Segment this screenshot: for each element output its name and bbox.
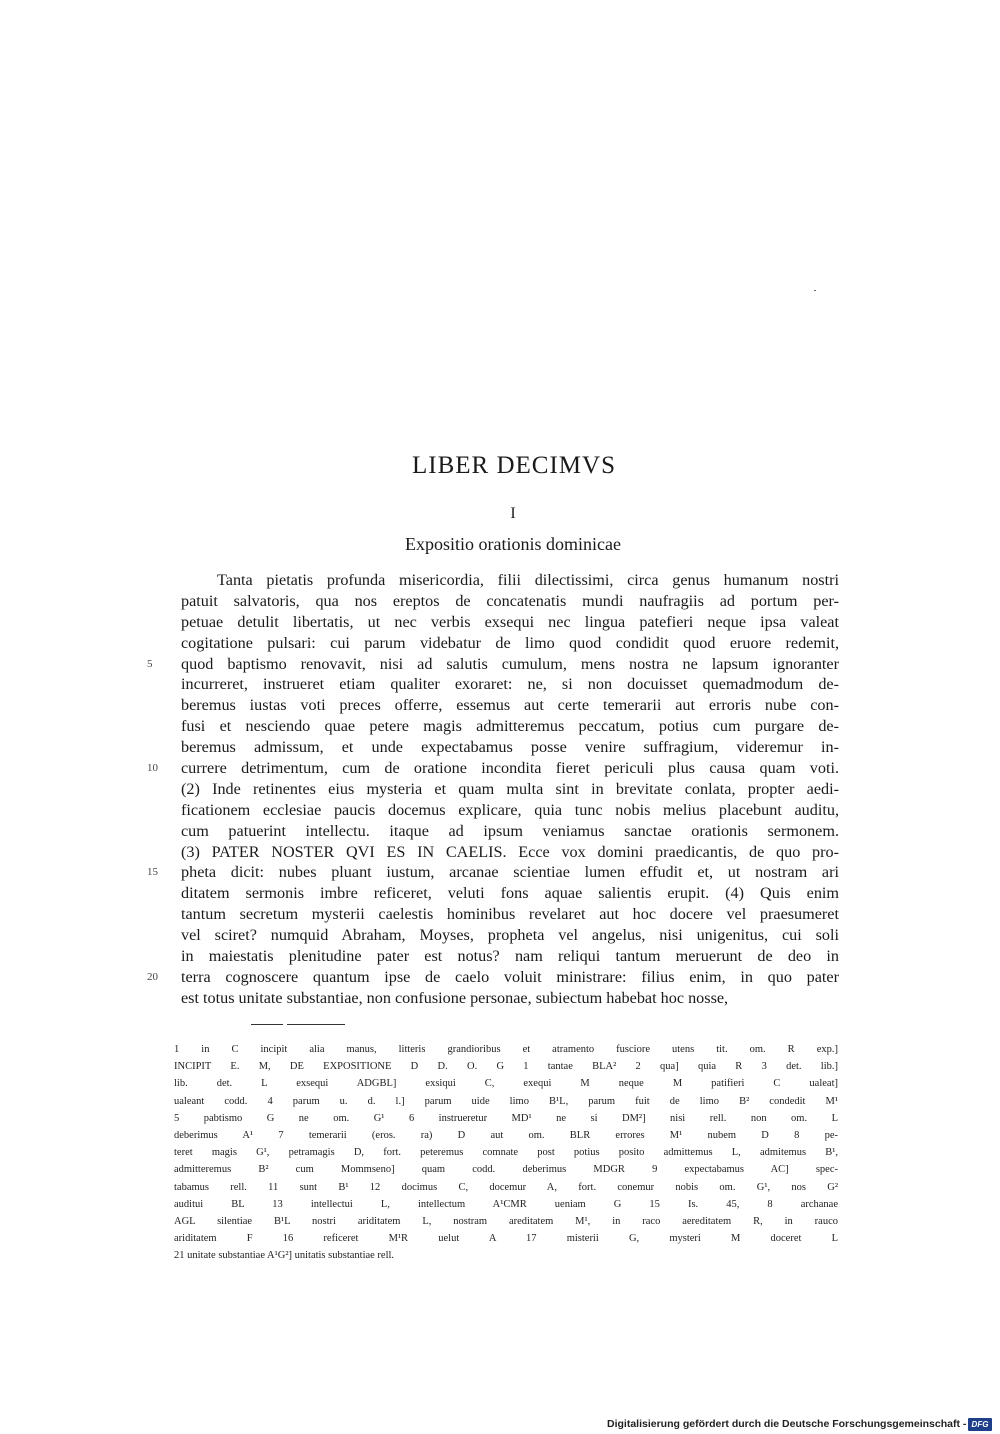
book-title: LIBER DECIMVS <box>412 452 616 479</box>
text-line <box>147 654 839 675</box>
text-line <box>181 842 839 863</box>
text-line <box>181 800 839 821</box>
apparatus-line: 1 in C incipit alia manus, litteris grandioribus et atramento fusciore utens tit. om. R exp.] <box>174 1044 838 1055</box>
line-number: 15 <box>147 866 158 879</box>
line-text: vel sciret? numquid Abraham, Moyses, propheta vel angelus, nisi unigenitus, cui soli <box>181 926 839 945</box>
line-text: pheta dicit: nubes pluant iustum, arcanae scientiae lumen effudit et, ut nostram ari <box>181 863 839 882</box>
line-text: cogitatione pulsari: cui parum videbatur de limo quod condidit quod eruore redemit, <box>181 633 839 652</box>
text-line <box>181 633 839 654</box>
line-number: 20 <box>147 970 158 983</box>
footnote-rule <box>251 1024 283 1025</box>
line-text: petuae detulit libertatis, ut nec verbis exsequi nec lingua patefieri neque ipsa valeat <box>181 612 839 631</box>
text-line <box>181 674 839 695</box>
apparatus-line: admitteremus B² cum Mommseno] quam codd. deberimus MDGR 9 expectabamus AC] spec- <box>174 1164 838 1176</box>
line-text: tantum secretum mysterii caelestis hominibus revelaret aut hoc docere vel praesumeret <box>181 905 839 924</box>
line-text: est totus unitate substantiae, non confusione personae, subiectum habebat hoc nosse, <box>181 988 729 1007</box>
digitization-credit: Digitalisierung gefördert durch die Deutsche Forschungsgemeinschaft - <box>607 1418 967 1430</box>
line-number: 5 <box>147 657 153 670</box>
footnote-rule <box>287 1024 345 1025</box>
line-text: (2) Inde retinentes eius mysteria et quam multa sint in brevitate conlata, propter aedi- <box>181 779 839 798</box>
text-line <box>181 695 839 716</box>
apparatus-line: deberimus A¹ 7 temerarii (eros. ra) D aut om. BLR errores M¹ nubem D 8 pe- <box>174 1129 838 1141</box>
line-text: Tanta pietatis profunda misericordia, filii dilectissimi, circa genus humanum nostri <box>217 571 839 589</box>
line-text: incurreret, instrueret etiam qualiter exoraret: ne, si non docuisset quemadmodum de- <box>181 675 839 694</box>
chapter-title: Expositio orationis dominicae <box>405 534 621 554</box>
line-number: 10 <box>147 762 158 775</box>
apparatus-line: ariditatem F 16 reficeret M¹R uelut A 17 misterii G, mysteri M doceret L <box>174 1233 838 1245</box>
line-text: cum patuerint intellectu. itaque ad ipsum veniamus sanctae orationis sermonem. <box>181 821 839 840</box>
line-text: ficationem ecclesiae paucis docemus explicare, quia tunc nobis melius placebunt auditu, <box>181 800 839 819</box>
text-line <box>147 967 839 988</box>
text-line <box>181 988 839 1009</box>
scan-speck <box>814 290 816 291</box>
text-line <box>181 716 839 737</box>
critical-apparatus <box>174 1041 838 1264</box>
text-line <box>181 591 839 612</box>
apparatus-line: teret magis G¹, petramagis D, fort. peteremus comnate post potius posito admittemus L, admitemus B¹, <box>174 1147 838 1159</box>
apparatus-line: AGL silentiae B¹L nostri ariditatem L, nostram areditatem M¹, in raco aereditatem R, in rauco <box>174 1215 838 1227</box>
text-line <box>181 946 839 967</box>
apparatus-line: lib. det. L exsequi ADGBL] exsiqui C, exequi M neque M patifieri C ualeat] <box>174 1078 838 1090</box>
text-line <box>181 821 839 842</box>
line-text: (3) PATER NOSTER QVI ES IN CAELIS. Ecce vox domini praedicantis, de quo pro- <box>181 842 839 861</box>
text-line <box>181 570 839 591</box>
apparatus-line: INCIPIT E. M, DE EXPOSITIONE D D. O. G 1 tantae BLA² 2 qua] quia R 3 det. lib.] <box>174 1061 838 1073</box>
text-line <box>181 925 839 946</box>
line-text: currere detrimentum, cum de oratione incondita fieret periculi plus causa quam voti. <box>181 759 839 778</box>
line-text: fusi et nesciendo quae petere magis admitteremus peccatum, potius cum purgare de- <box>181 717 839 736</box>
apparatus-line: auditui BL 13 intellectui L, intellectum A¹CMR ueniam G 15 Is. 45, 8 archanae <box>174 1198 838 1210</box>
text-line <box>147 758 839 779</box>
apparatus-line: 21 unitate substantiae A¹G²] unitatis substantiae rell. <box>174 1250 395 1262</box>
text-line <box>181 737 839 758</box>
line-text: patuit salvatoris, qua nos ereptos de concatenatis mundi naufragiis ad portum per- <box>181 591 839 610</box>
line-text: beremus admissum, et unde expectabamus posse venire suffragium, videremur in- <box>181 738 839 757</box>
apparatus-line: ualeant codd. 4 parum u. d. l.] parum uide limo B¹L, parum fuit de limo B² condedit M¹ <box>174 1095 838 1107</box>
line-text: quod baptismo renovavit, nisi ad salutis cumulum, mens nostra ne lapsum ignoranter <box>181 654 839 673</box>
line-text: terra cognoscere quantum ipse de caelo voluit ministrare: filius enim, in quo pater <box>181 967 839 986</box>
line-text: ditatem sermonis imbre reficeret, veluti fons aquae salientis erupit. (4) Quis enim <box>181 884 839 903</box>
apparatus-line: tabamus rell. 11 sunt B¹ 12 docimus C, docemur A, fort. conemur nobis om. G¹, nos G² <box>174 1181 838 1193</box>
text-line <box>181 904 839 925</box>
line-text: in maiestatis plenitudine pater est notus? nam reliqui tantum meruerunt de deo in <box>181 947 839 966</box>
main-text <box>147 570 839 1009</box>
text-line <box>181 779 839 800</box>
text-line <box>181 883 839 904</box>
dfg-logo-icon: DFG <box>968 1418 992 1431</box>
line-text: beremus iustas voti preces offerre, essemus aut certe temerarii aut erroris nube con- <box>181 696 839 715</box>
chapter-number: I <box>510 505 516 522</box>
text-line <box>181 612 839 633</box>
apparatus-line: 5 pabtismo G ne om. G¹ 6 instrueretur MD¹ ne si DM²] nisi rell. non om. L <box>174 1112 838 1124</box>
text-line <box>147 862 839 883</box>
